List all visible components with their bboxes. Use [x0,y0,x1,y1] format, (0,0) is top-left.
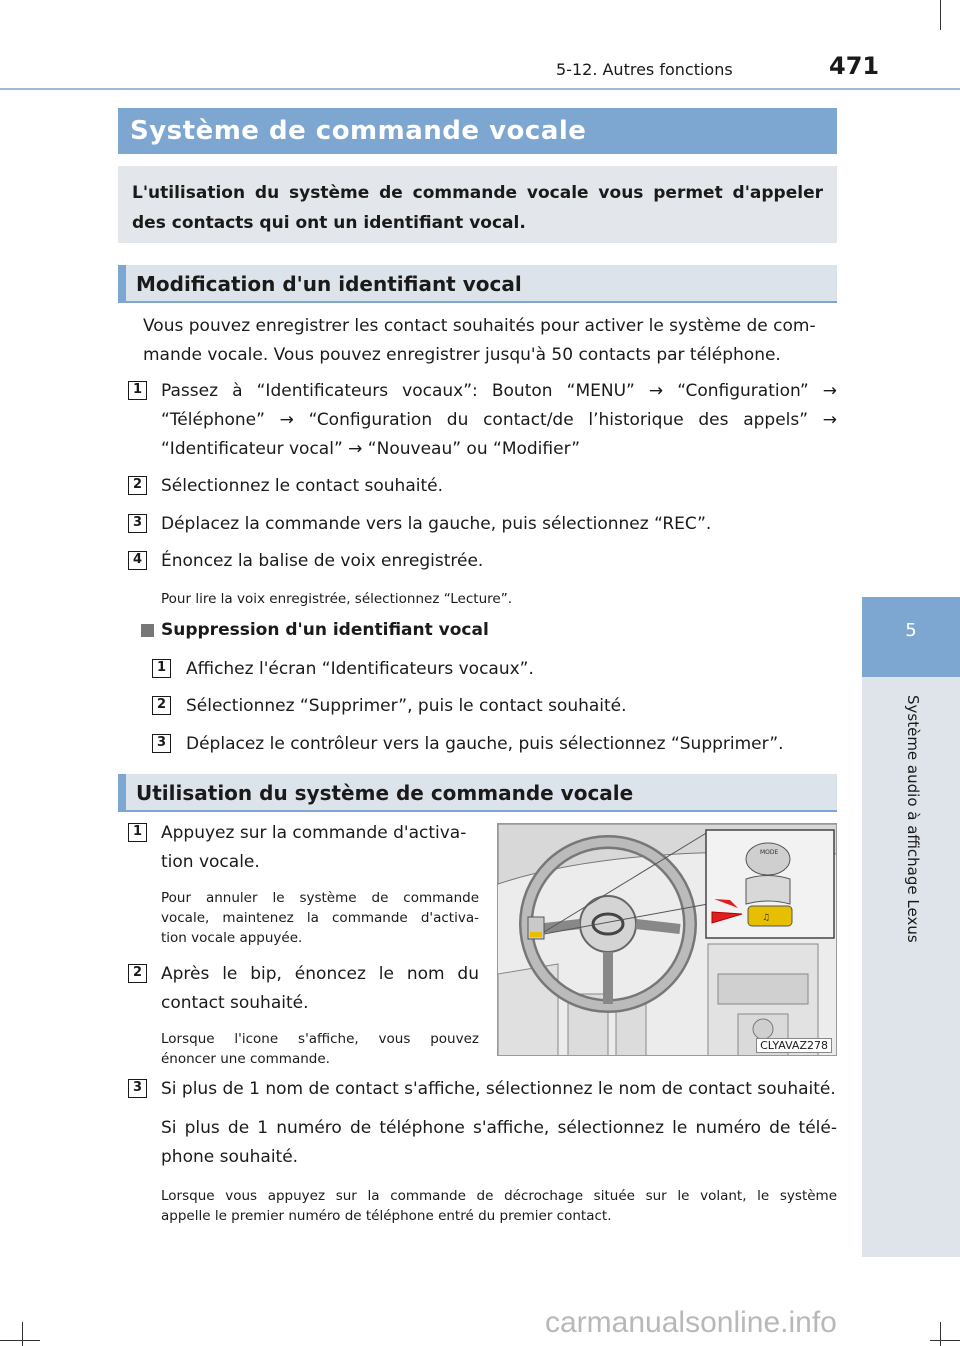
intro-box: L'utilisation du système de commande vocale vous permet d'appeler des contacts qui ont un identifiant vocal. [118,166,837,243]
step-line: “Téléphone” → “Configuration du contact/de l’historique des appels” → [161,410,837,430]
step-line: “Identificateur vocal” → “Nouveau” ou “Modifier” [161,439,581,459]
steering-wheel-illustration [497,823,837,1056]
paragraph-line: Vous pouvez enregistrer les contact souhaités pour activer le système de com- [143,316,816,336]
step-line: Après le bip, énoncez le nom du [161,964,479,984]
step-line: tion vocale. [161,852,260,872]
step-text: Sélectionnez le contact souhaité. [161,476,443,496]
illustration-code: CLYAVAZ278 [756,1038,832,1053]
step-text: Déplacez la commande vers la gauche, puis sélectionnez “REC”. [161,514,712,534]
header-rule [0,88,960,90]
step-number: 1 [128,381,147,400]
crop-mark [940,0,941,30]
svg-text:MODE: MODE [760,849,779,856]
step-line: contact souhaité. [161,993,309,1013]
step-number: 1 [128,823,147,842]
step-text: Si plus de 1 nom de contact s'affiche, sélectionnez le nom de contact souhaité. [161,1079,836,1099]
step-line: Appuyez sur la commande d'activa- [161,823,467,843]
step-text-continued [161,1114,837,1172]
step-number: 3 [128,514,147,533]
step-line: phone souhaité. [161,1147,299,1167]
note-line: énoncer une commande. [161,1051,330,1067]
step-number: 3 [128,1079,147,1098]
note-text [161,1029,479,1069]
note-text [161,888,479,948]
chapter-title: Système audio à affichage Lexus [904,695,922,943]
step-text [161,819,479,877]
step-number: 1 [152,659,171,678]
section-heading-modification: Modification d'un identifiant vocal [118,265,837,303]
note-line: Lorsque vous appuyez sur la commande de décrochage située sur le volant, le système [161,1188,837,1204]
step-number: 2 [128,964,147,983]
paragraph [143,312,837,370]
step-number: 4 [128,551,147,570]
step-line: Si plus de 1 numéro de téléphone s'affiche, sélectionnez le numéro de télé- [161,1118,837,1138]
note-line: Pour annuler le système de commande [161,890,479,906]
note-line: appelle le premier numéro de téléphone entré du premier contact. [161,1208,612,1224]
step-text: Affichez l'écran “Identificateurs vocaux”. [186,659,534,679]
sub-heading-suppression: Suppression d'un identifiant vocal [161,620,489,640]
note-line: vocale, maintenez la commande d'activa- [161,910,479,926]
step-number: 2 [152,696,171,715]
section-header: 5-12. Autres fonctions [556,60,733,79]
svg-text:♫: ♫ [762,913,771,923]
crop-mark [940,1322,941,1346]
step-number: 2 [128,476,147,495]
square-bullet-icon [141,624,154,637]
step-text: Déplacez le contrôleur vers la gauche, puis sélectionnez “Supprimer”. [186,734,784,754]
section-heading-utilisation: Utilisation du système de commande vocale [118,774,837,812]
chapter-number: 5 [905,620,917,641]
paragraph-line: mande vocale. Vous pouvez enregistrer jusqu'à 50 contacts par téléphone. [143,345,781,365]
crop-mark [0,1340,40,1341]
page-number: 471 [829,52,880,80]
note-line: Lorsque l'icone s'affiche, vous pouvez [161,1031,479,1047]
step-number: 3 [152,734,171,753]
step-text: Énoncez la balise de voix enregistrée. [161,551,484,571]
note-text [161,1186,837,1226]
page-title: Système de commande vocale [118,108,837,154]
step-text: Sélectionnez “Supprimer”, puis le contact souhaité. [186,696,627,716]
crop-mark [930,1340,960,1341]
watermark: carmanualsonline.info [545,1306,837,1339]
steering-wheel-icon [498,824,837,1056]
step-line: Passez à “Identificateurs vocaux”: Bouton “MENU” → “Configuration” → [161,381,837,401]
note-line: tion vocale appuyée. [161,930,303,946]
step-text [161,960,479,1018]
note-text: Pour lire la voix enregistrée, sélectionnez “Lecture”. [161,591,512,607]
step-text [161,377,837,464]
crop-mark [22,1322,23,1346]
